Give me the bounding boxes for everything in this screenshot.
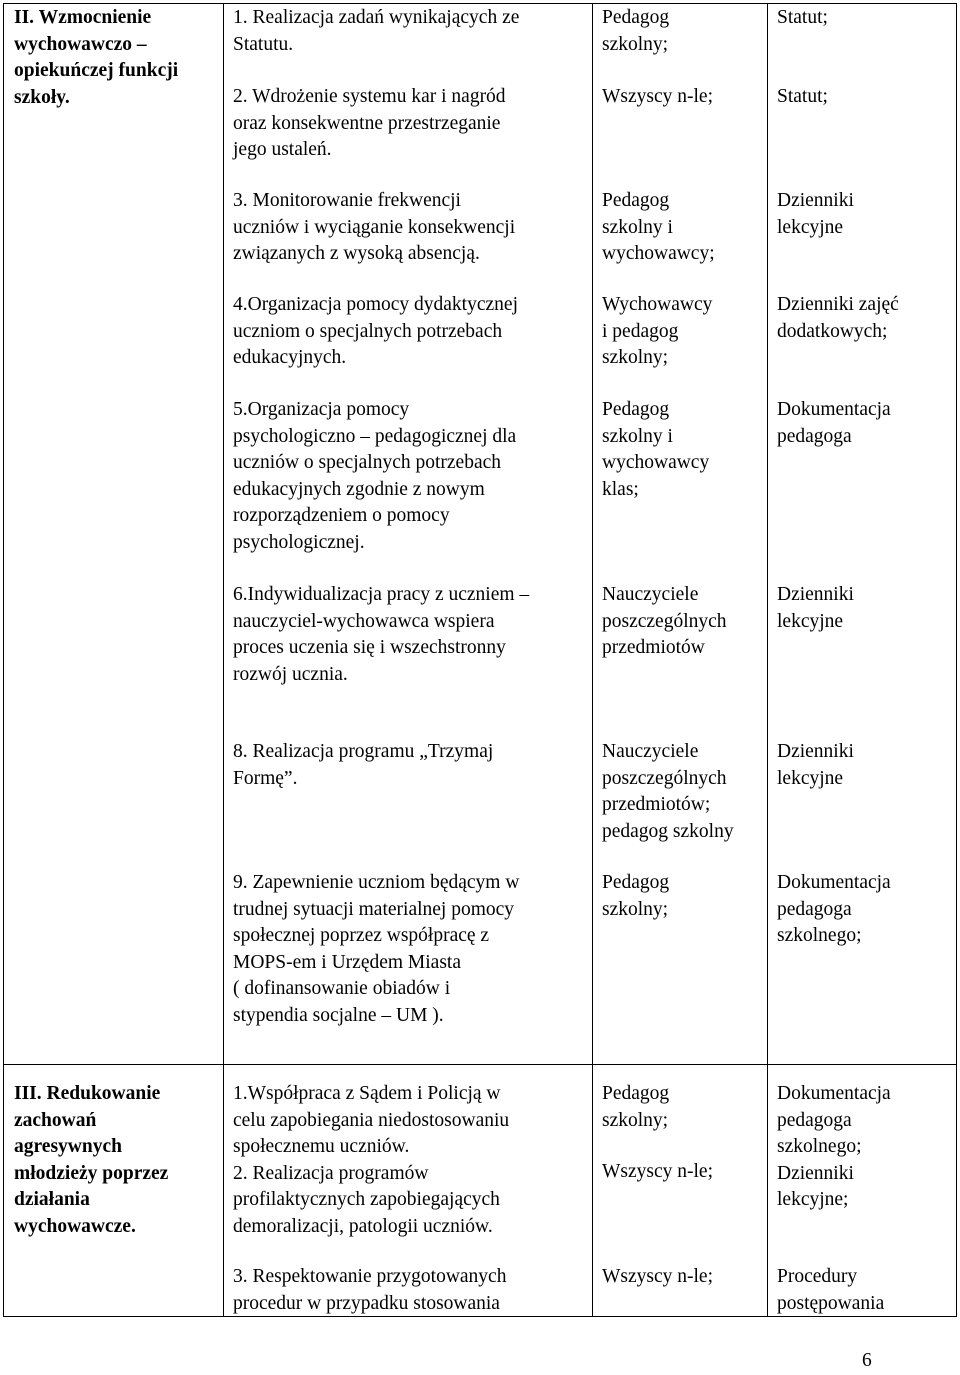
section-2-evidence-9: Dokumentacja pedagoga szkolnego; [777, 872, 891, 946]
column-divider-2 [592, 3, 593, 1317]
section-2-responsible-5: Pedagog szkolny i wychowawcy klas; [602, 399, 710, 500]
section-2-evidence-5: Dokumentacja pedagoga [777, 399, 891, 447]
section-2-evidence-3: Dzienniki lekcyjne [777, 190, 854, 238]
section-3-responsible-1: Pedagog szkolny; [602, 1083, 670, 1131]
section-3-task-1-2: 1.Współpraca z Sądem i Policją w celu zapobiegania niedostosowaniu społecznemu uczniów. 2. Realizacja programów profilaktycznych zapobiegających demoralizacji, patologii uczniów. [233, 1083, 510, 1237]
section-2-title: II. Wzmocnienie wychowawczo – opiekuńczej funkcji szkoły. [14, 7, 179, 108]
section-2-task-9: 9. Zapewnienie uczniom będącym w trudnej sytuacji materialnej pomocy społecznej poprzez współpracę z MOPS-em i Urzędem Miasta ( dofinansowanie obiadów i stypendia socjalne – UM ). [233, 872, 520, 1026]
section-2-task-2: 2. Wdrożenie systemu kar i nagród oraz konsekwentne przestrzeganie jego ustaleń. [233, 86, 506, 160]
section-2-task-6: 6.Indywidualizacja pracy z uczniem – nauczyciel-wychowawca wspiera proces uczenia się i wszechstronny rozwój ucznia. [233, 584, 530, 685]
section-2-task-1: 1. Realizacja zadań wynikających ze Statutu. [233, 7, 520, 55]
table-top-border [3, 3, 957, 4]
section-3-responsible-2: Wszyscy n-le; [602, 1161, 714, 1182]
section-3-evidence-3: Procedury postępowania [777, 1266, 885, 1314]
page-number: 6 [862, 1350, 872, 1371]
section-2-responsible-9: Pedagog szkolny; [602, 872, 670, 920]
table-left-border [3, 3, 4, 1317]
section-3-evidence-1: Dokumentacja pedagoga szkolnego; Dzienniki lekcyjne; [777, 1083, 891, 1210]
section-divider [3, 1064, 957, 1065]
section-3-responsible-3: Wszyscy n-le; [602, 1266, 714, 1287]
table-right-border [956, 3, 957, 1317]
section-2-responsible-1: Pedagog szkolny; [602, 7, 670, 55]
section-2-task-3: 3. Monitorowanie frekwencji uczniów i wyciąganie konsekwencji związanych z wysoką absencją. [233, 190, 516, 264]
section-2-evidence-8: Dzienniki lekcyjne [777, 741, 854, 789]
section-2-task-5: 5.Organizacja pomocy psychologiczno – pedagogicznej dla uczniów o specjalnych potrzebach edukacyjnych zgodnie z nowym rozporządzeniem o pomocy psychologicznej. [233, 399, 517, 553]
section-2-task-8: 8. Realizacja programu „Trzymaj Formę”. [233, 741, 494, 789]
section-2-evidence-6: Dzienniki lekcyjne [777, 584, 854, 632]
column-divider-3 [767, 3, 768, 1317]
section-2-task-4: 4.Organizacja pomocy dydaktycznej uczniom o specjalnych potrzebach edukacyjnych. [233, 294, 518, 368]
section-2-evidence-4: Dzienniki zajęć dodatkowych; [777, 294, 899, 342]
section-2-evidence-1: Statut; [777, 7, 828, 28]
section-3-task-3: 3. Respektowanie przygotowanych procedur w przypadku stosowania [233, 1266, 507, 1314]
column-divider-1 [223, 3, 224, 1317]
section-2-responsible-2: Wszyscy n-le; [602, 86, 714, 107]
section-2-responsible-3: Pedagog szkolny i wychowawcy; [602, 190, 715, 264]
section-2-responsible-6: Nauczyciele poszczególnych przedmiotów [602, 584, 727, 658]
section-2-responsible-4: Wychowawcy i pedagog szkolny; [602, 294, 713, 368]
section-3-title: III. Redukowanie zachowań agresywnych młodzieży poprzez działania wychowawcze. [14, 1083, 169, 1237]
section-2-responsible-8: Nauczyciele poszczególnych przedmiotów; pedagog szkolny [602, 741, 734, 842]
section-2-evidence-2: Statut; [777, 86, 828, 107]
